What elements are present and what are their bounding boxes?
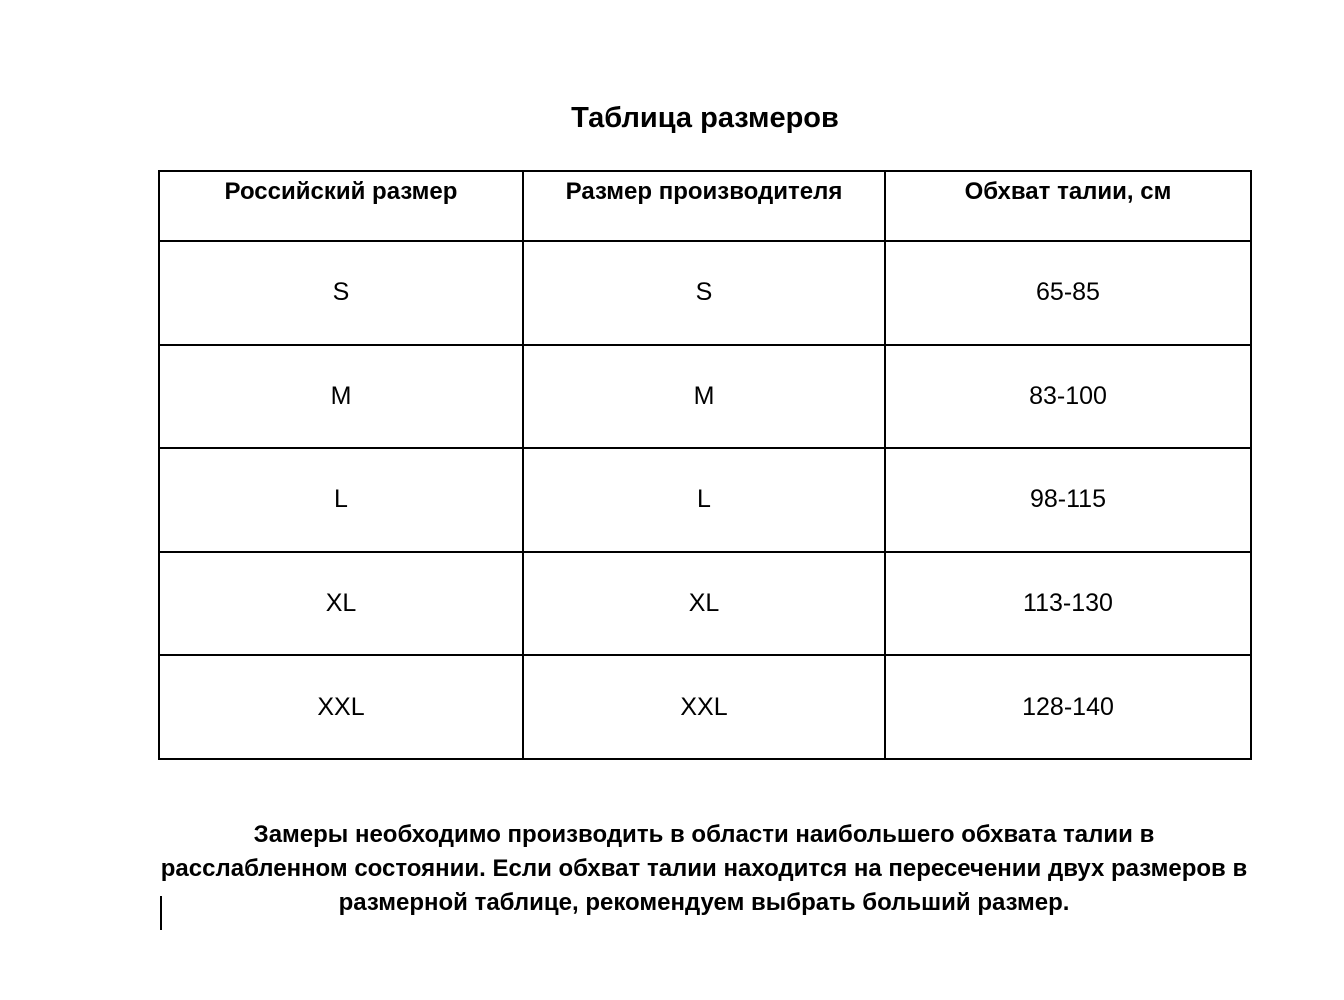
cell-manufacturer-size: L: [523, 448, 885, 552]
table-row: [159, 655, 1251, 759]
header-russian-size: Российский размер: [159, 171, 523, 241]
cell-russian-size: L: [159, 448, 523, 552]
cell-waist-range: 113-130: [885, 552, 1251, 656]
table-header-row: [159, 171, 1251, 241]
cell-waist-range: 128-140: [885, 655, 1251, 759]
size-table: [158, 170, 1252, 760]
cell-manufacturer-size: M: [523, 345, 885, 449]
cell-manufacturer-size: S: [523, 241, 885, 345]
measurement-note: Замеры необходимо производить в области наибольшего обхвата талии в расслабленном состоянии. Если обхват талии находится на пересечении двух размеров в размерной таблице, рекомендуем выбрать больший размер.: [160, 821, 1248, 916]
table-row: [159, 345, 1251, 449]
cell-russian-size: S: [159, 241, 523, 345]
cell-russian-size: M: [159, 345, 523, 449]
cell-waist-range: 65-85: [885, 241, 1251, 345]
page-title: Таблица размеров: [571, 102, 839, 134]
table-row: [159, 552, 1251, 656]
header-waist-circumference: Обхват талии, см: [885, 171, 1251, 241]
cell-manufacturer-size: XXL: [523, 655, 885, 759]
text-cursor[interactable]: [160, 896, 162, 930]
header-manufacturer-size: Размер производителя: [523, 171, 885, 241]
cell-russian-size: XXL: [159, 655, 523, 759]
cell-waist-range: 98-115: [885, 448, 1251, 552]
cell-waist-range: 83-100: [885, 345, 1251, 449]
cell-russian-size: XL: [159, 552, 523, 656]
table-row: [159, 448, 1251, 552]
table-row: [159, 241, 1251, 345]
cell-manufacturer-size: XL: [523, 552, 885, 656]
